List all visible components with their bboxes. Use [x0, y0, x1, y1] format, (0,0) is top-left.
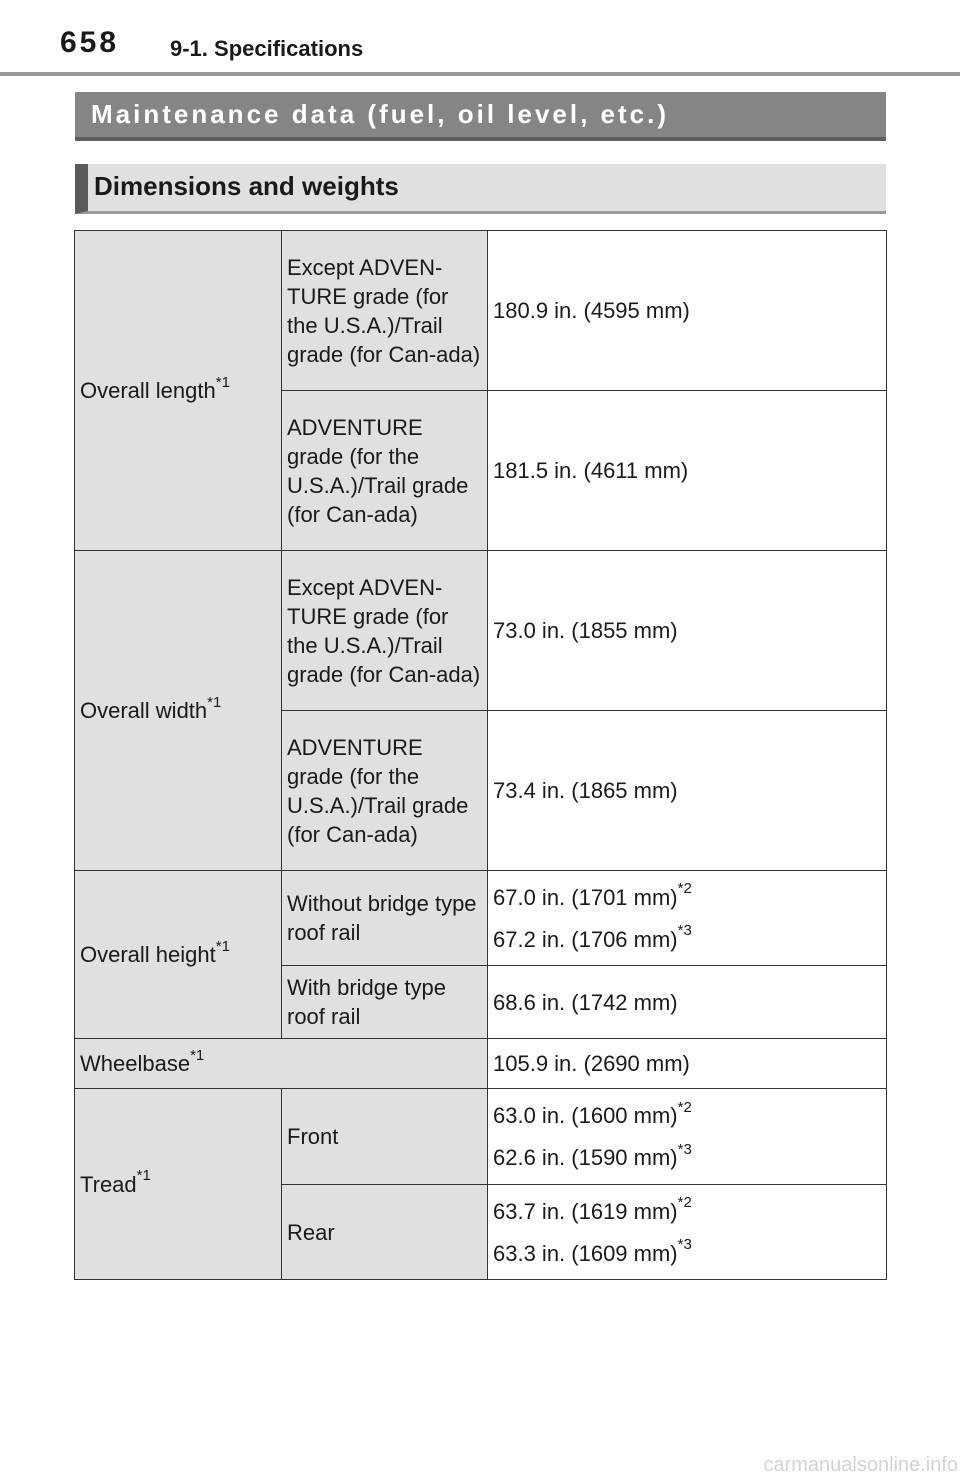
section-reference: 9-1. Specifications — [170, 36, 364, 61]
condition-cell: Except ADVEN-TURE grade (for the U.S.A.)/Trail grade (for Can-ada) — [282, 231, 488, 391]
row-label-wheelbase: Wheelbase$^{*1}$ — [75, 1039, 488, 1089]
value-cell: 67.0 in. (1701 mm)$^{*2}$ 67.2 in. (1706 mm)$^{*3}$ — [488, 871, 887, 966]
subheading: Dimensions and weights — [75, 164, 886, 214]
table-row — [75, 1089, 887, 1185]
watermark: carmanualsonline.info — [763, 1454, 958, 1476]
page-header — [0, 0, 960, 76]
condition-cell: With bridge type roof rail — [282, 966, 488, 1039]
value-cell: 63.0 in. (1600 mm)$^{*2}$ 62.6 in. (1590 mm)$^{*3}$ — [488, 1089, 887, 1185]
value-cell: 68.6 in. (1742 mm) — [488, 966, 887, 1039]
table-row — [75, 871, 887, 966]
condition-cell: ADVENTURE grade (for the U.S.A.)/Trail grade (for Can-ada) — [282, 391, 488, 551]
section-banner: Maintenance data (fuel, oil level, etc.) — [75, 92, 886, 141]
table-row — [75, 551, 887, 711]
row-label-overall-height: Overall height$^{*1}$ — [75, 871, 282, 1039]
value-cell: 181.5 in. (4611 mm) — [488, 391, 887, 551]
value-cell: 105.9 in. (2690 mm) — [488, 1039, 887, 1089]
value-cell: 180.9 in. (4595 mm) — [488, 231, 887, 391]
dimensions-table — [74, 230, 887, 1280]
condition-cell: Rear — [282, 1185, 488, 1280]
value-cell: 63.7 in. (1619 mm)$^{*2}$ 63.3 in. (1609 mm)$^{*3}$ — [488, 1185, 887, 1280]
row-label-overall-length: Overall length$^{*1}$ — [75, 231, 282, 551]
value-cell: 73.0 in. (1855 mm) — [488, 551, 887, 711]
condition-cell: ADVENTURE grade (for the U.S.A.)/Trail grade (for Can-ada) — [282, 711, 488, 871]
table-row — [75, 1039, 887, 1089]
table-row — [75, 231, 887, 391]
row-label-tread: Tread$^{*1}$ — [75, 1089, 282, 1280]
page-number: 658 — [60, 26, 120, 59]
value-cell: 73.4 in. (1865 mm) — [488, 711, 887, 871]
condition-cell: Front — [282, 1089, 488, 1185]
row-label-overall-width: Overall width$^{*1}$ — [75, 551, 282, 871]
condition-cell: Without bridge type roof rail — [282, 871, 488, 966]
condition-cell: Except ADVEN-TURE grade (for the U.S.A.)/Trail grade (for Can-ada) — [282, 551, 488, 711]
